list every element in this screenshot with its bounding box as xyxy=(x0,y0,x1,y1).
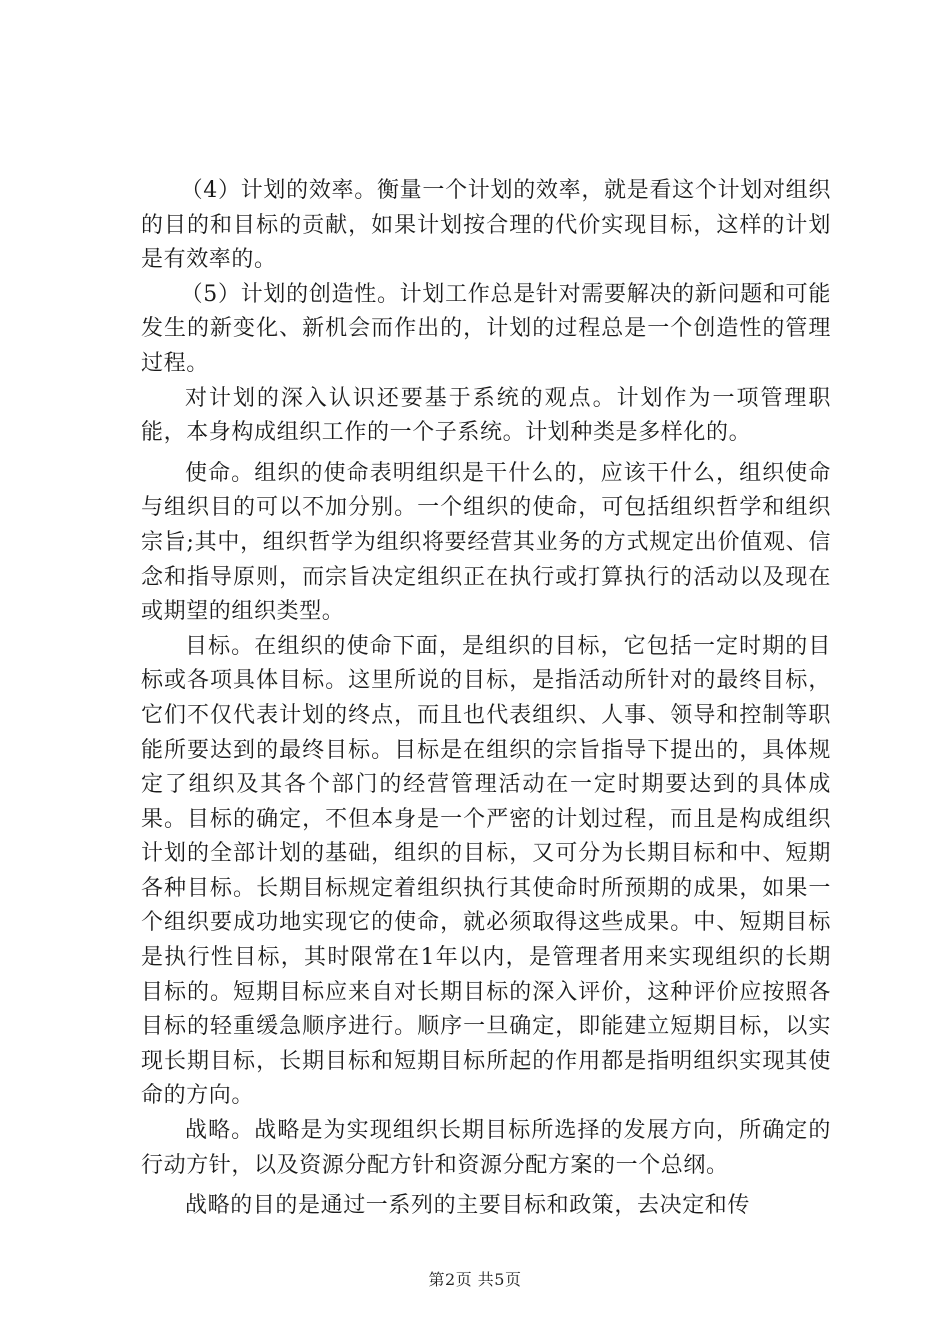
paragraph-strategy-purpose: 战略的目的是通过一系列的主要目标和政策，去决定和传 xyxy=(185,1193,751,1219)
paragraph-plan-creativity: （5）计划的创造性。计划工作总是针对需要解决的新问题和可能发生的新变化、新机会而作出的，计划的过程总是一个创造性的管理过程。 xyxy=(141,281,831,376)
paragraph-strategy: 战略。战略是为实现组织长期目标所选择的发展方向，所确定的行动方针，以及资源分配方针和资源分配方案的一个总纲。 xyxy=(141,1118,831,1178)
page-number-footer: 第2页 共5页 xyxy=(428,1270,522,1289)
paragraph-objectives: 目标。在组织的使命下面，是组织的目标，它包括一定时期的目标或各项具体目标。这里所说的目标，是指活动所针对的最终目标，它们不仅代表计划的终点，而且也代表组织、人事、领导和控制等职能所要达到的最终目标。目标是在组织的宗旨指导下提出的，具体规定了组织及其各个部门的经营管理活动在一定时期要达到的具体成果。目标的确定，不但本身是一个严密的计划过程，而且是构成组织计划的全部计划的基础，组织的目标，又可分为长期目标和中、短期各种目标。长期目标规定着组织执行其使命时所预期的成果，如果一个组织要成功地实现它的使命，就必须取得这些成果。中、短期目标是执行性目标，其时限常在1年以内，是管理者用来实现组织的长期目标的。短期目标应来自对长期目标的深入评价，这种评价应按照各目标的轻重缓急顺序进行。顺序一旦确定，即能建立短期目标，以实现长期目标，长期目标和短期目标所起的作用都是指明组织实现其使命的方向。 xyxy=(141,633,831,1109)
document-body xyxy=(141,174,831,1224)
paragraph-mission: 使命。组织的使命表明组织是干什么的，应该干什么，组织使命与组织目的可以不加分别。一个组织的使命，可包括组织哲学和组织宗旨;其中，组织哲学为组织将要经营其业务的方式规定出价值观、信念和指导原则，而宗旨决定组织正在执行或打算执行的活动以及现在或期望的组织类型。 xyxy=(141,460,831,625)
paragraph-plan-efficiency: （4）计划的效率。衡量一个计划的效率，就是看这个计划对组织的目的和目标的贡献，如果计划按合理的代价实现目标，这样的计划是有效率的。 xyxy=(141,178,831,273)
paragraph-system-view: 对计划的深入认识还要基于系统的观点。计划作为一项管理职能，本身构成组织工作的一个子系统。计划种类是多样化的。 xyxy=(141,385,831,446)
